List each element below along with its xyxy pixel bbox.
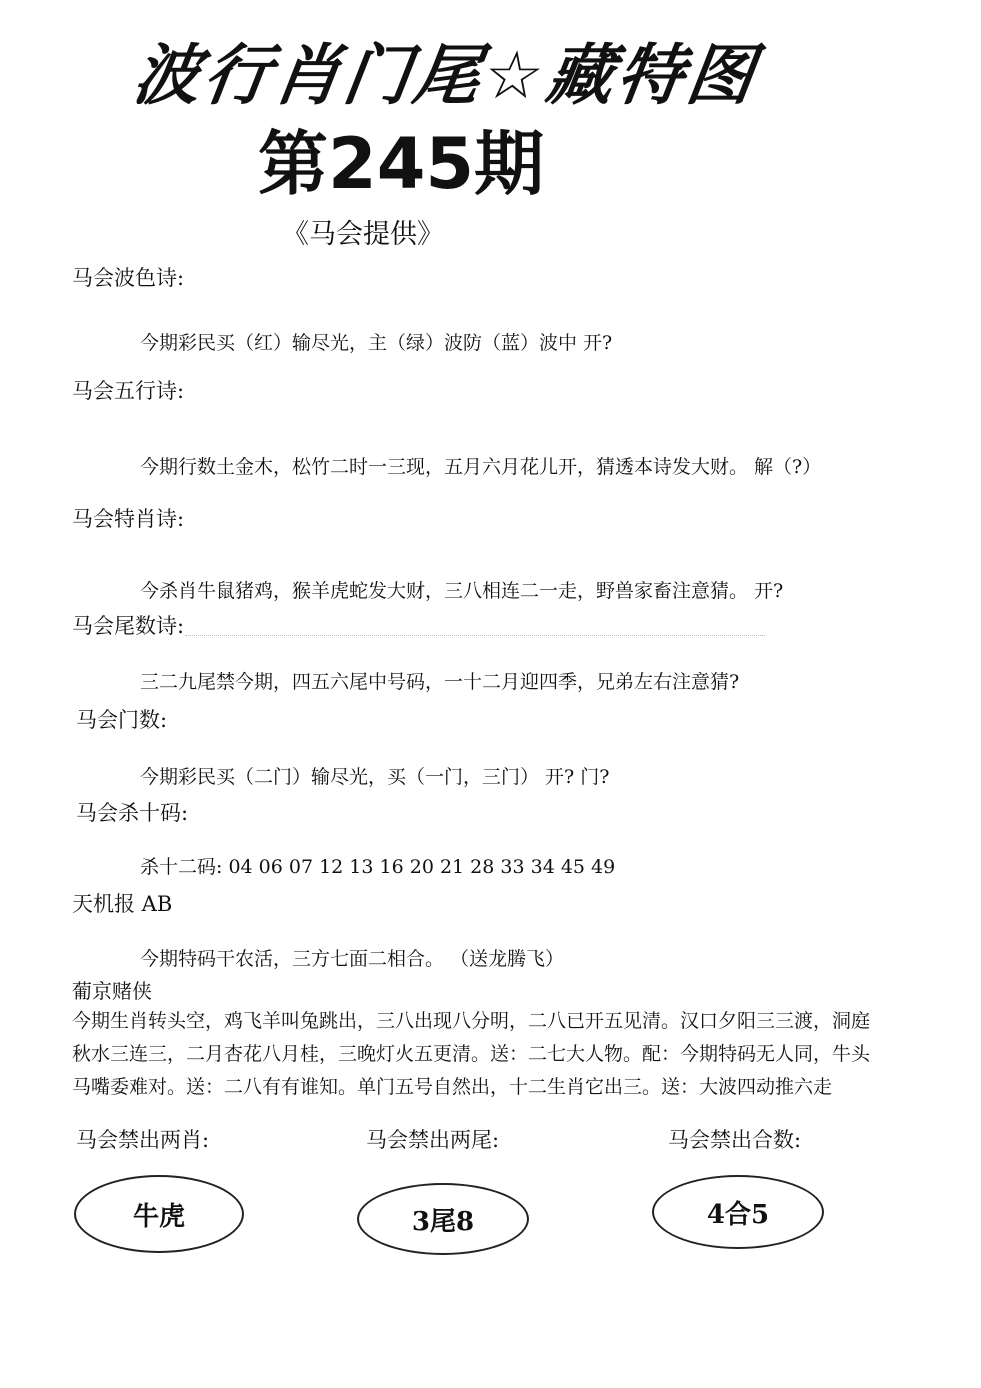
- section-label-five-elements: 马会五行诗:: [72, 379, 185, 403]
- ban-value-tail: [357, 1183, 529, 1255]
- section-label-wave-color: 马会波色诗:: [72, 266, 185, 290]
- section-label-tianji: 天机报 AB: [72, 892, 173, 916]
- ban-value-sum: [652, 1175, 824, 1249]
- ban-value-zodiac-text: 牛虎: [132, 1201, 185, 1232]
- section-label-kill-ten: 马会杀十码:: [76, 801, 189, 825]
- ban-label-zodiac: 马会禁出两肖:: [76, 1128, 210, 1152]
- section-text-tail-number: 三二九尾禁今期，四五六尾中号码，一十二月迎四季，兄弟左右注意猜?: [140, 671, 740, 693]
- ban-value-sum-text: 4合5: [706, 1199, 770, 1230]
- section-text-tianji: 今期特码干农活，三方七面二相合。 （送龙腾飞）: [140, 948, 565, 970]
- ban-label-tail: 马会禁出两尾:: [366, 1128, 500, 1152]
- section-text-door-number: 今期彩民买（二门）输尽光，买（一门，三门） 开? 门?: [140, 766, 610, 788]
- section-text-kill-ten: 杀十二码: 04 06 07 12 13 16 20 21 28 33 34 45 49: [140, 856, 616, 878]
- casino-line: 马嘴委难对。送：二八有有谁知。单门五号自然出，十二生肖它出三。送：大波四动推六走: [72, 1076, 833, 1098]
- page-title: 波行肖门尾☆藏特图: [128, 37, 763, 114]
- dotted-line: [185, 635, 765, 637]
- casino-line: 秋水三连三，二月杏花八月桂，三晚灯火五更清。送：二七大人物。配：今期特码无人同，牛头: [72, 1043, 871, 1065]
- casino-label: 葡京赌侠: [72, 979, 152, 1003]
- section-label-zodiac: 马会特肖诗:: [72, 507, 185, 531]
- section-text-zodiac: 今杀肖牛鼠猪鸡，猴羊虎蛇发大财，三八相连二一走，野兽家畜注意猜。 开?: [140, 580, 784, 602]
- casino-paragraph: [72, 1005, 922, 1104]
- provider-label: 《马会提供》: [282, 219, 444, 250]
- ban-value-tail-text: 3尾8: [411, 1206, 475, 1237]
- section-text-five-elements: 今期行数土金木，松竹二时一三现，五月六月花儿开，猜透本诗发大财。 解（?）: [140, 456, 822, 478]
- section-label-tail-number: 马会尾数诗:: [72, 614, 185, 638]
- section-text-wave-color: 今期彩民买（红）输尽光，主（绿）波防（蓝）波中 开?: [140, 332, 613, 354]
- ban-label-sum: 马会禁出合数:: [668, 1128, 802, 1152]
- section-label-door-number: 马会门数:: [76, 708, 168, 732]
- ban-value-zodiac: [74, 1175, 244, 1253]
- casino-line: 今期生肖转头空，鸡飞羊叫兔跳出，三八出现八分明，二八已开五见清。汉口夕阳三三渡，洞庭: [72, 1010, 871, 1032]
- issue-number: 第245期: [258, 123, 545, 205]
